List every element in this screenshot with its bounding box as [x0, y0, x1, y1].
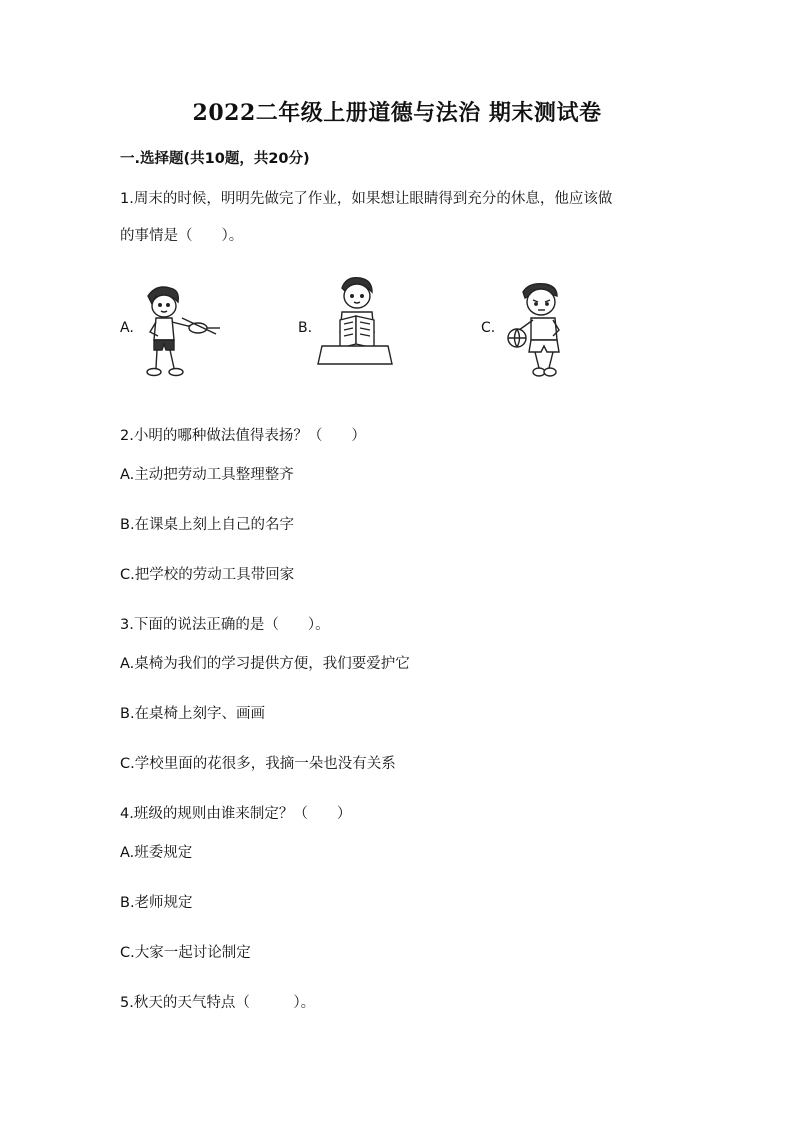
q4-option-c: C.大家一起讨论制定 [120, 945, 251, 961]
question-4-stem: 4.班级的规则由谁来制定？（ ） [120, 806, 352, 822]
question-2-stem: 2.小明的哪种做法值得表扬？（ ） [120, 428, 366, 444]
boy-playing-violin-picture [136, 282, 222, 382]
q2-option-b: B.在课桌上刻上自己的名字 [120, 517, 295, 533]
question-3-stem: 3.下面的说法正确的是（ ）。 [120, 617, 330, 633]
q1-option-a-label: A. [120, 320, 134, 336]
q2-option-c: C.把学校的劳动工具带回家 [120, 567, 295, 583]
question-1-line-2: 的事情是（ ）。 [120, 228, 244, 244]
section-heading: 一.选择题(共10题，共20分) [120, 151, 310, 167]
question-5-stem: 5.秋天的天气特点（ ）。 [120, 995, 316, 1011]
q3-option-a: A.桌椅为我们的学习提供方便，我们要爱护它 [120, 656, 410, 672]
q4-option-a: A.班委规定 [120, 845, 193, 861]
q3-option-c: C.学校里面的花很多，我摘一朵也没有关系 [120, 756, 396, 772]
boy-playing-basketball-picture [503, 280, 575, 382]
q1-option-b-label: B. [298, 320, 313, 336]
exam-title: 2022二年级上册道德与法治 期末测试卷 [192, 100, 602, 126]
q3-option-b: B.在桌椅上刻字、画画 [120, 706, 266, 722]
boy-reading-book-picture [316, 272, 396, 370]
question-1-line-1: 1.周末的时候，明明先做完了作业，如果想让眼睛得到充分的休息，他应该做 [120, 191, 613, 207]
q4-option-b: B.老师规定 [120, 895, 193, 911]
q2-option-a: A.主动把劳动工具整理整齐 [120, 467, 294, 483]
q1-option-c-label: C. [481, 320, 496, 336]
